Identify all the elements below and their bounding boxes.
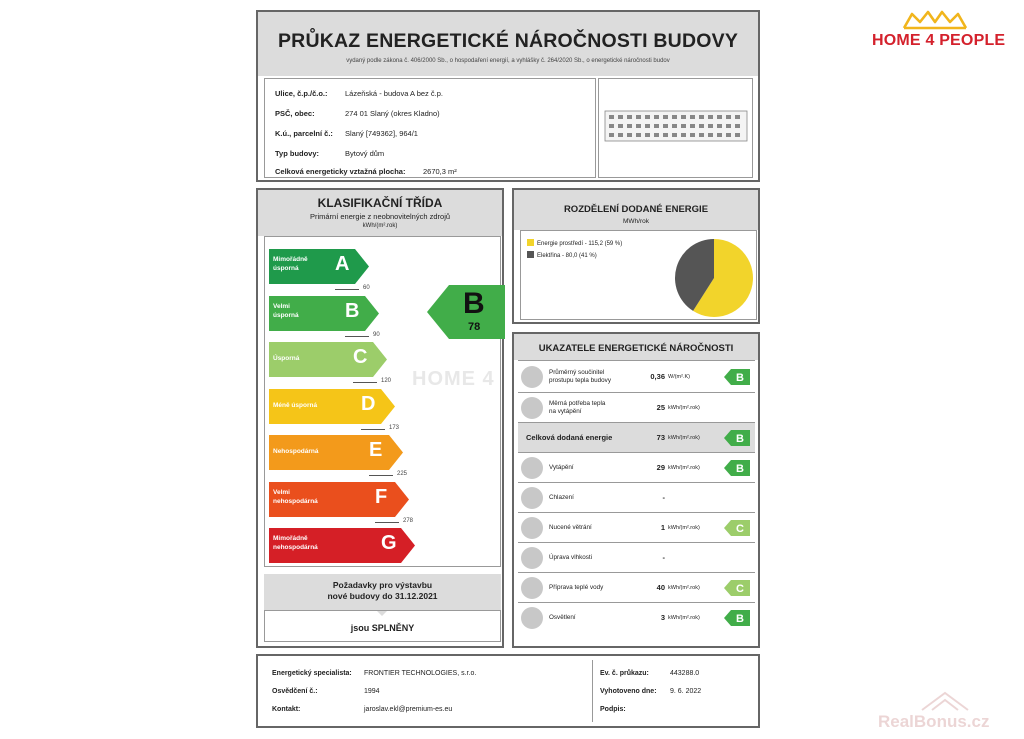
indicator-row bbox=[518, 392, 755, 422]
indicators-title: UKAZATELE ENERGETICKÉ NÁROČNOSTI bbox=[538, 343, 734, 354]
building-photo bbox=[598, 78, 753, 178]
class-badge-b bbox=[724, 430, 750, 446]
logo-text: HOME 4 PEOPLE bbox=[872, 32, 1006, 49]
contact-value[interactable]: jaroslav.ekl@premium-es.eu bbox=[364, 706, 453, 713]
class-label: Velmi nehospodárná bbox=[273, 488, 318, 505]
class-letter: D bbox=[361, 392, 376, 415]
indicator-unit: kWh/(m².rok) bbox=[668, 405, 700, 411]
class-arrow-g bbox=[269, 528, 415, 563]
threshold-line bbox=[353, 382, 377, 383]
class-arrow-b bbox=[269, 296, 379, 331]
result-class-value: 78 bbox=[468, 321, 481, 333]
realbonus-watermark bbox=[878, 690, 1018, 734]
result-class-letter: B bbox=[463, 287, 485, 320]
droplet-icon bbox=[521, 547, 543, 569]
watermark: HOME 4 bbox=[412, 368, 495, 390]
indicator-name: Celková dodaná energie bbox=[526, 433, 613, 442]
class-letter: F bbox=[375, 485, 388, 508]
class-letter: A bbox=[335, 253, 350, 275]
class-badge-b bbox=[724, 460, 750, 476]
indicator-row bbox=[518, 542, 755, 572]
fan-icon bbox=[521, 517, 543, 539]
class-label: Nehospodárná bbox=[273, 448, 319, 455]
building-drawing-icon bbox=[599, 79, 752, 177]
legend-label: Elektřina - 80,0 (41 %) bbox=[537, 253, 597, 259]
info-value: Lázeňská - budova A bez č.p. bbox=[345, 89, 443, 98]
document-subtitle: vydaný podle zákona č. 406/2000 Sb., o hospodaření energií, a vyhlášky č. 264/2020 Sb., o energetické náročnosti budov bbox=[346, 58, 670, 64]
indicator-name: Úprava vlhkosti bbox=[549, 554, 593, 561]
class-letter: B bbox=[345, 299, 360, 322]
class-label: Mimořádně nehospodárná bbox=[273, 535, 318, 551]
heat-waves-icon bbox=[521, 397, 543, 419]
legend-swatch bbox=[527, 239, 534, 246]
indicator-row bbox=[518, 452, 755, 482]
energy-class-scale bbox=[264, 236, 501, 567]
indicator-value: 3 bbox=[660, 613, 665, 622]
info-key: K.ú., parcelní č.: bbox=[275, 129, 333, 138]
threshold-value: 225 bbox=[397, 471, 408, 477]
info-key: Ulice, č.p./č.o.: bbox=[275, 89, 328, 98]
class-badge-c bbox=[724, 520, 750, 536]
class-arrow-c bbox=[269, 342, 387, 377]
requirements-header bbox=[264, 574, 501, 610]
class-letter: G bbox=[381, 532, 397, 554]
class-letter: E bbox=[369, 439, 383, 461]
indicator-unit: W/(m².K) bbox=[668, 374, 690, 380]
indicator-name: Vytápění bbox=[549, 464, 574, 471]
svg-text:B: B bbox=[736, 372, 744, 384]
class-arrow-d bbox=[269, 389, 395, 424]
class-label: Mimořádně úsporná bbox=[273, 256, 308, 272]
class-label: Velmi úsporná bbox=[273, 302, 299, 319]
energy-distribution-section bbox=[512, 188, 760, 324]
requirements-line1: Požadavky pro výstavbu bbox=[332, 580, 433, 590]
indicator-unit: kWh/(m².rok) bbox=[668, 585, 700, 591]
indicator-unit: kWh/(m².rok) bbox=[668, 615, 700, 621]
registration-value: 443288.0 bbox=[670, 670, 700, 677]
indicator-unit: kWh/(m².rok) bbox=[668, 435, 700, 441]
house-icon bbox=[521, 366, 543, 388]
legend-label: Energie prostředí - 115,2 (59 %) bbox=[537, 241, 623, 247]
indicator-row bbox=[518, 482, 755, 512]
threshold-line bbox=[369, 475, 393, 476]
class-arrow-f bbox=[269, 482, 409, 517]
classification-unit: kWh/(m².rok) bbox=[362, 223, 398, 229]
home4people-logo bbox=[872, 8, 1017, 52]
indicator-row bbox=[518, 512, 755, 542]
indicator-name: Příprava teplé vody bbox=[549, 584, 604, 591]
svg-text:B: B bbox=[736, 463, 744, 475]
class-badge-b bbox=[724, 369, 750, 385]
indicator-value: - bbox=[662, 553, 665, 562]
energy-pie-chart bbox=[673, 237, 755, 319]
info-key: PSČ, obec: bbox=[275, 109, 315, 118]
registration-key: Ev. č. průkazu: bbox=[600, 670, 649, 677]
indicator-row bbox=[518, 360, 755, 392]
svg-text:C: C bbox=[736, 523, 744, 535]
class-badge-b bbox=[724, 610, 750, 626]
date-value: 9. 6. 2022 bbox=[670, 688, 702, 695]
header-section bbox=[256, 10, 760, 182]
class-label: Méně úsporná bbox=[273, 401, 318, 409]
threshold-line bbox=[361, 429, 385, 430]
bulb-icon bbox=[521, 607, 543, 629]
svg-text:B: B bbox=[736, 433, 744, 445]
indicator-unit: kWh/(m².rok) bbox=[668, 525, 700, 531]
indicator-value: 29 bbox=[656, 463, 665, 472]
indicator-name: Průměrný součinitel prostupu tepla budovy bbox=[549, 369, 611, 384]
indicators-section bbox=[512, 332, 760, 648]
indicator-row bbox=[518, 602, 755, 632]
faucet-icon bbox=[521, 577, 543, 599]
indicator-unit: kWh/(m².rok) bbox=[668, 465, 700, 471]
signature-key: Podpis: bbox=[600, 706, 626, 713]
threshold-value: 90 bbox=[373, 331, 380, 338]
info-value: 2670,3 m² bbox=[423, 167, 457, 176]
title-area bbox=[258, 12, 758, 76]
requirements-result: jsou SPLNĚNY bbox=[264, 610, 501, 642]
snowflake-icon bbox=[521, 487, 543, 509]
indicator-value: - bbox=[662, 493, 665, 502]
threshold-line bbox=[335, 289, 359, 290]
classification-subtitle: Primární energie z neobnovitelných zdrojů bbox=[309, 212, 451, 221]
thermometer-icon bbox=[521, 457, 543, 479]
distribution-body bbox=[520, 230, 757, 320]
distribution-unit: MWh/rok bbox=[623, 218, 649, 225]
indicator-row bbox=[518, 572, 755, 602]
svg-text:B: B bbox=[736, 613, 744, 625]
info-value: Bytový dům bbox=[345, 149, 385, 158]
classification-header bbox=[258, 190, 502, 236]
threshold-value: 60 bbox=[363, 285, 370, 291]
distribution-header bbox=[514, 190, 758, 230]
footer-section bbox=[256, 654, 760, 728]
threshold-value: 173 bbox=[389, 424, 400, 431]
indicator-value: 1 bbox=[660, 523, 665, 532]
building-info bbox=[264, 78, 596, 178]
info-key: Typ budovy: bbox=[275, 149, 320, 158]
indicator-value: 73 bbox=[656, 433, 665, 442]
footer-divider bbox=[592, 660, 593, 722]
indicator-value: 0,36 bbox=[650, 372, 665, 381]
indicator-value: 40 bbox=[656, 583, 665, 592]
indicator-name: Měrná potřeba tepla na vytápění bbox=[549, 400, 606, 415]
legend-item-environment bbox=[527, 239, 622, 247]
threshold-value: 120 bbox=[381, 378, 392, 384]
classification-title: KLASIFIKAČNÍ TŘÍDA bbox=[317, 196, 443, 210]
info-value: Slaný [749362], 964/1 bbox=[345, 129, 418, 138]
info-key: Celková energeticky vztažná plocha: bbox=[275, 167, 406, 176]
legend-item-electricity bbox=[527, 251, 597, 259]
certificate-value: 1994 bbox=[364, 688, 380, 695]
indicator-row bbox=[518, 422, 755, 452]
classification-section bbox=[256, 188, 504, 648]
indicators-header bbox=[514, 334, 758, 360]
class-letter: C bbox=[353, 346, 368, 368]
info-value: 274 01 Slaný (okres Kladno) bbox=[345, 109, 440, 118]
indicator-value: 25 bbox=[656, 403, 665, 412]
realbonus-text: RealBonus.cz bbox=[878, 712, 990, 731]
svg-text:C: C bbox=[736, 583, 744, 595]
class-label: Úsporná bbox=[273, 355, 300, 362]
class-arrow-e bbox=[269, 435, 403, 470]
threshold-line bbox=[345, 336, 369, 337]
threshold-line bbox=[375, 522, 399, 523]
specialist-value: FRONTIER TECHNOLOGIES, s.r.o. bbox=[364, 670, 477, 677]
indicator-name: Nucené větrání bbox=[549, 524, 592, 531]
crown-houses-icon bbox=[902, 8, 968, 30]
document-title: PRŮKAZ ENERGETICKÉ NÁROČNOSTI BUDOVY bbox=[277, 30, 739, 52]
legend-swatch bbox=[527, 251, 534, 258]
requirements-line2: nové budovy do 31.12.2021 bbox=[327, 591, 438, 601]
specialist-key: Energetický specialista: bbox=[272, 670, 352, 677]
threshold-value: 278 bbox=[403, 517, 414, 524]
certificate-key: Osvědčení č.: bbox=[272, 688, 318, 695]
class-badge-c bbox=[724, 580, 750, 596]
indicator-name: Osvětlení bbox=[549, 614, 576, 621]
roof-icon bbox=[920, 690, 970, 712]
date-key: Vyhotoveno dne: bbox=[600, 688, 657, 695]
distribution-title: ROZDĚLENÍ DODANÉ ENERGIE bbox=[563, 204, 709, 215]
class-arrow-a bbox=[269, 249, 369, 284]
contact-key: Kontakt: bbox=[272, 706, 301, 713]
indicator-name: Chlazení bbox=[549, 494, 574, 501]
